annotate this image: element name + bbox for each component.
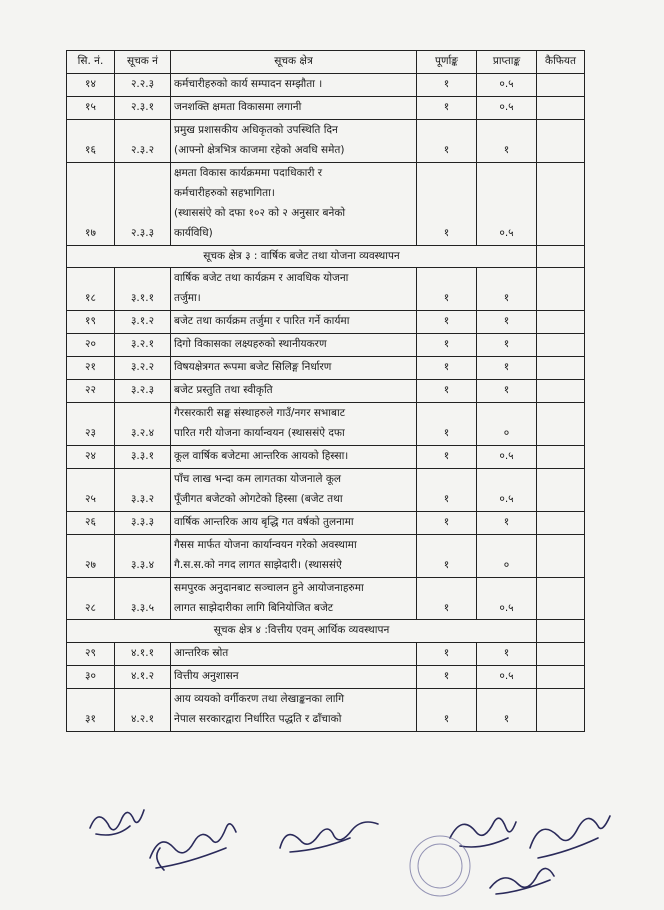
table-row: [67, 534, 585, 577]
indicator-area-cell: वार्षिक आन्तरिक आय बृद्धि गत वर्षको तुलनामा: [171, 511, 417, 534]
indicator-number-cell: २.२.३: [115, 74, 171, 97]
indicator-number-cell: ४.१.१: [115, 643, 171, 666]
full-marks-cell: १: [417, 96, 477, 119]
indicator-area-cell: बजेट तथा कार्यक्रम तर्जुमा र पारित गर्ने कार्यमा: [171, 311, 417, 334]
remarks-cell: [537, 511, 585, 534]
serial-number-cell: १९: [67, 311, 115, 334]
obtained-marks-cell: ०.५: [477, 74, 537, 97]
table-row: [67, 643, 585, 666]
remarks-cell: [537, 96, 585, 119]
remarks-cell: [537, 577, 585, 620]
table-row: [67, 689, 585, 732]
full-marks-cell: १: [417, 119, 477, 162]
table-row: [67, 468, 585, 511]
indicator-number-cell: ३.२.२: [115, 357, 171, 380]
indicator-area-cell: आय व्ययको वर्गीकरण तथा लेखाङ्कनका लागि नेपाल सरकारद्वारा निर्धारित पद्धति र ढाँचाको: [171, 689, 417, 732]
full-marks-cell: १: [417, 689, 477, 732]
indicator-number-cell: ४.१.२: [115, 666, 171, 689]
serial-number-cell: २९: [67, 643, 115, 666]
full-marks-cell: १: [417, 468, 477, 511]
table-row: [67, 445, 585, 468]
signature-6: [490, 868, 554, 894]
full-marks-cell: १: [417, 357, 477, 380]
serial-number-cell: २०: [67, 334, 115, 357]
obtained-marks-cell: १: [477, 511, 537, 534]
indicator-number-cell: ३.३.५: [115, 577, 171, 620]
serial-number-cell: १४: [67, 74, 115, 97]
indicator-area-cell: गैसस मार्फत योजना कार्यान्वयन गरेको अवस्थामा गै.स.स.को नगद लागत साझेदारी। (स्थाससंऐ: [171, 534, 417, 577]
section-title: सूचक क्षेत्र ३ : वार्षिक बजेट तथा योजना व्यवस्थापन: [67, 245, 537, 268]
obtained-marks-cell: ०.५: [477, 162, 537, 245]
indicator-area-cell: दिगो विकासका लक्ष्यहरुको स्थानीयकरण: [171, 334, 417, 357]
remarks-cell: [537, 643, 585, 666]
obtained-marks-cell: १: [477, 334, 537, 357]
indicator-number-cell: ३.१.१: [115, 268, 171, 311]
obtained-marks-cell: १: [477, 119, 537, 162]
indicator-number-cell: २.३.३: [115, 162, 171, 245]
header-serial-number: सि. नं.: [67, 51, 115, 74]
full-marks-cell: १: [417, 511, 477, 534]
indicator-area-cell: कर्मचारीहरुको कार्य सम्पादन सम्झौता ।: [171, 74, 417, 97]
serial-number-cell: २२: [67, 380, 115, 403]
indicator-number-cell: ३.३.१: [115, 445, 171, 468]
indicator-number-cell: ३.१.२: [115, 311, 171, 334]
section-header-row: [67, 245, 585, 268]
indicator-area-cell: कूल वार्षिक बजेटमा आन्तरिक आयको हिस्सा।: [171, 445, 417, 468]
indicator-area-cell: गैरसरकारी सङ्घ संस्थाहरुले गाउँ/नगर सभाबाट पारित गरी योजना कार्यान्वयन (स्थाससंऐ दफा: [171, 403, 417, 446]
table-row: [67, 357, 585, 380]
table-row: [67, 96, 585, 119]
signature-3: [280, 822, 378, 852]
full-marks-cell: १: [417, 311, 477, 334]
full-marks-cell: १: [417, 380, 477, 403]
serial-number-cell: १५: [67, 96, 115, 119]
table-row: [67, 511, 585, 534]
remarks-cell: [537, 119, 585, 162]
section-header-row: [67, 620, 585, 643]
remarks-cell: [537, 268, 585, 311]
handwritten-signatures: [60, 788, 620, 903]
table-row: [67, 666, 585, 689]
serial-number-cell: १७: [67, 162, 115, 245]
remarks-cell: [537, 689, 585, 732]
serial-number-cell: ३०: [67, 666, 115, 689]
indicator-area-cell: बजेट प्रस्तुति तथा स्वीकृति: [171, 380, 417, 403]
serial-number-cell: २४: [67, 445, 115, 468]
obtained-marks-cell: १: [477, 380, 537, 403]
table-row: [67, 403, 585, 446]
indicator-area-cell: प्रमुख प्रशासकीय अधिकृतको उपस्थिति दिन (आफ्नो क्षेत्रभित्र काजमा रहेको अवधि समेत): [171, 119, 417, 162]
serial-number-cell: २१: [67, 357, 115, 380]
header-indicator-number: सूचक नं: [115, 51, 171, 74]
remarks-cell: [537, 666, 585, 689]
table-row: [67, 334, 585, 357]
serial-number-cell: २५: [67, 468, 115, 511]
obtained-marks-cell: ०.५: [477, 666, 537, 689]
obtained-marks-cell: १: [477, 689, 537, 732]
remarks-cell: [537, 380, 585, 403]
indicator-area-cell: विषयक्षेत्रगत रूपमा बजेट सिलिङ्ग निर्धारण: [171, 357, 417, 380]
header-remarks: कैफियत: [537, 51, 585, 74]
indicator-area-cell: पाँच लाख भन्दा कम लागतका योजनाले कूल पूँजीगत बजेटको ओगटेको हिस्सा (बजेट तथा: [171, 468, 417, 511]
remarks-cell: [537, 334, 585, 357]
remarks-cell: [537, 74, 585, 97]
indicator-area-cell: वार्षिक बजेट तथा कार्यक्रम र आवधिक योजना तर्जुमा।: [171, 268, 417, 311]
indicator-number-cell: २.३.२: [115, 119, 171, 162]
indicator-area-cell: जनशक्ति क्षमता विकासमा लगानी: [171, 96, 417, 119]
signature-2: [150, 824, 236, 870]
signature-5: [530, 816, 610, 858]
full-marks-cell: १: [417, 268, 477, 311]
remarks-cell: [537, 245, 585, 268]
indicator-number-cell: ३.३.४: [115, 534, 171, 577]
obtained-marks-cell: ०: [477, 403, 537, 446]
serial-number-cell: २८: [67, 577, 115, 620]
full-marks-cell: १: [417, 403, 477, 446]
table-header-row: [67, 51, 585, 74]
signatures-area: [60, 788, 620, 903]
indicator-area-cell: वित्तीय अनुशासन: [171, 666, 417, 689]
full-marks-cell: १: [417, 162, 477, 245]
office-stamp: [410, 836, 470, 896]
indicator-number-cell: ३.३.२: [115, 468, 171, 511]
indicator-number-cell: ३.३.३: [115, 511, 171, 534]
remarks-cell: [537, 468, 585, 511]
table-row: [67, 380, 585, 403]
serial-number-cell: २७: [67, 534, 115, 577]
remarks-cell: [537, 357, 585, 380]
full-marks-cell: १: [417, 74, 477, 97]
remarks-cell: [537, 534, 585, 577]
table-row: [67, 311, 585, 334]
obtained-marks-cell: १: [477, 643, 537, 666]
full-marks-cell: १: [417, 643, 477, 666]
indicator-number-cell: ३.२.३: [115, 380, 171, 403]
obtained-marks-cell: ०.५: [477, 445, 537, 468]
indicator-number-cell: ३.२.४: [115, 403, 171, 446]
remarks-cell: [537, 311, 585, 334]
remarks-cell: [537, 403, 585, 446]
evaluation-table: [66, 50, 585, 732]
serial-number-cell: १६: [67, 119, 115, 162]
indicator-area-cell: समपुरक अनुदानबाट सञ्चालन हुने आयोजनाहरुमा लागत साझेदारीका लागि बिनियोजित बजेट: [171, 577, 417, 620]
full-marks-cell: १: [417, 334, 477, 357]
full-marks-cell: १: [417, 534, 477, 577]
signature-4: [450, 818, 516, 847]
table-row: [67, 74, 585, 97]
serial-number-cell: १८: [67, 268, 115, 311]
obtained-marks-cell: १: [477, 357, 537, 380]
indicator-area-cell: क्षमता विकास कार्यक्रममा पदाधिकारी र कर्मचारीहरुको सहभागिता। (स्थाससंऐ को दफा १०२ को २ अनुसार बनेको कार्यविधि): [171, 162, 417, 245]
obtained-marks-cell: १: [477, 311, 537, 334]
serial-number-cell: २३: [67, 403, 115, 446]
section-title: सूचक क्षेत्र ४ :वित्तीय एवम् आर्थिक व्यवस्थापन: [67, 620, 537, 643]
header-obtained-marks: प्राप्ताङ्क: [477, 51, 537, 74]
obtained-marks-cell: ०.५: [477, 96, 537, 119]
indicator-area-cell: आन्तरिक स्रोत: [171, 643, 417, 666]
header-full-marks: पूर्णाङ्क: [417, 51, 477, 74]
obtained-marks-cell: ०.५: [477, 577, 537, 620]
obtained-marks-cell: ०.५: [477, 468, 537, 511]
full-marks-cell: १: [417, 445, 477, 468]
table-row: [67, 577, 585, 620]
indicator-number-cell: ३.२.१: [115, 334, 171, 357]
table-row: [67, 268, 585, 311]
full-marks-cell: १: [417, 577, 477, 620]
indicator-number-cell: २.३.१: [115, 96, 171, 119]
signature-1: [90, 810, 144, 835]
remarks-cell: [537, 162, 585, 245]
remarks-cell: [537, 620, 585, 643]
obtained-marks-cell: ०: [477, 534, 537, 577]
serial-number-cell: ३१: [67, 689, 115, 732]
obtained-marks-cell: १: [477, 268, 537, 311]
table-row: [67, 119, 585, 162]
table-row: [67, 162, 585, 245]
serial-number-cell: २६: [67, 511, 115, 534]
indicator-number-cell: ४.२.१: [115, 689, 171, 732]
header-indicator-area: सूचक क्षेत्र: [171, 51, 417, 74]
remarks-cell: [537, 445, 585, 468]
full-marks-cell: १: [417, 666, 477, 689]
